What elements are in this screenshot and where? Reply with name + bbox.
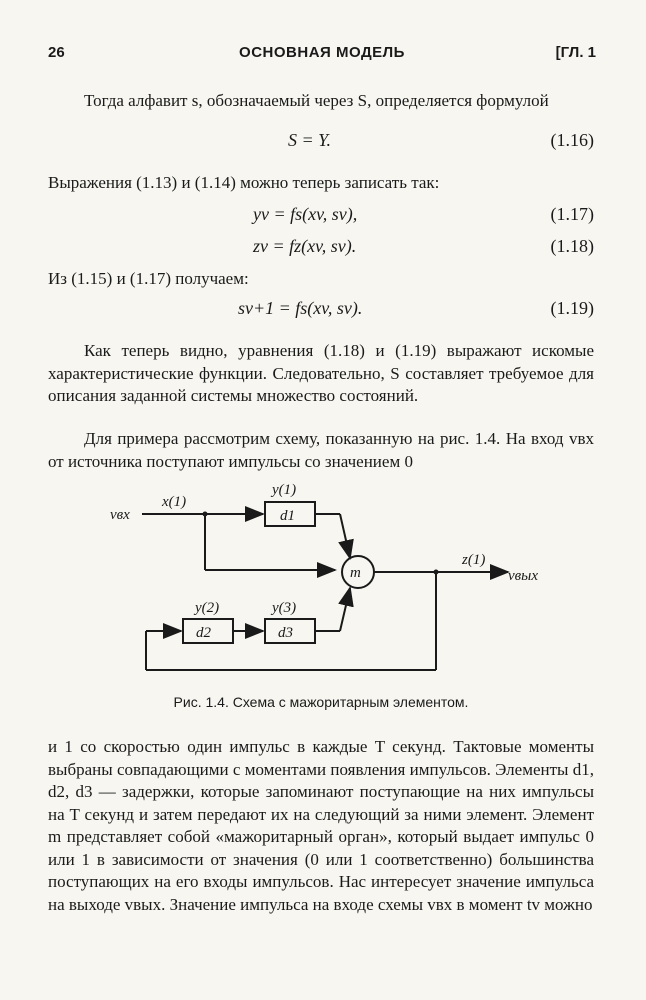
label-y2: y(2) (195, 600, 220, 616)
label-v-out: vвых (508, 568, 538, 584)
equation-formula: yv = fs(xv, sv), (253, 204, 358, 224)
label-y1: y(1) (272, 482, 297, 498)
paragraph-text: Выражения (1.13) и (1.14) можно теперь записать так: (48, 173, 440, 192)
label-y3: y(3) (272, 600, 297, 616)
label-z1: z(1) (462, 552, 486, 568)
label-v-in: vвх (110, 507, 130, 523)
paragraph-4 (48, 340, 594, 408)
label-x1: x(1) (162, 494, 187, 510)
equation-number: (1.17) (550, 204, 594, 224)
paragraph-2 (48, 172, 594, 195)
paragraph-5 (48, 428, 594, 473)
paragraph-text: и 1 со скоростью один импульс в каждые T секунд. Тактовые моменты выбраны совпадающими с моментами появления импульсов. Элементы d1, d2, d3 — задержки, которые запоминают поступающие на них импульсы на T секунд и затем передают их на следующий за ними элемент. Элемент m представляет собой «мажоритарный орган», который выдает импульс 0 или 1 в зависимости от значения (0 или 1 соответственно) большинства поступающих на его входы импульсов. Нас интересует значение импульса на выходе vвых. Значение импульса на входе схемы vвх в момент tv можно (48, 737, 594, 914)
label-d3: d3 (278, 625, 293, 641)
paragraph-text: Для примера рассмотрим схему, показанную на рис. 1.4. На вход vвх от источника поступают импульсы со значением 0 (48, 429, 594, 471)
equation-1-18 (48, 236, 594, 262)
equation-1-19 (48, 298, 594, 324)
junction-dot (203, 512, 208, 517)
page-header (48, 44, 596, 68)
equation-1-16 (48, 130, 594, 156)
paragraph-3 (48, 268, 594, 291)
d3-to-m-wire (340, 588, 350, 631)
d1-to-m-wire (340, 514, 350, 558)
label-d2: d2 (196, 625, 211, 641)
label-d1: d1 (280, 508, 295, 524)
paragraph-1 (48, 90, 594, 113)
equation-number: (1.18) (550, 236, 594, 256)
page-number: 26 (48, 44, 65, 61)
equation-number: (1.19) (550, 298, 594, 318)
equation-1-17 (48, 204, 594, 230)
label-m: m (350, 565, 361, 581)
figure-caption: Рис. 1.4. Схема с мажоритарным элементом. (173, 694, 469, 710)
equation-formula: zv = fz(xv, sv). (253, 236, 357, 256)
equation-formula: sv+1 = fs(xv, sv). (238, 298, 363, 318)
equation-number: (1.16) (550, 130, 594, 150)
chapter-marker: [ГЛ. 1 (555, 44, 596, 61)
paragraph-text: Из (1.15) и (1.17) получаем: (48, 269, 249, 288)
paragraph-text: Тогда алфавит s, обозначаемый через S, определяется формулой (84, 91, 549, 110)
majority-circuit-diagram (100, 476, 560, 686)
paragraph-text: Как теперь видно, уравнения (1.18) и (1.19) выражают искомые характеристические функции. Следовательно, S составляет требуемое для описания заданной системы множество состояний. (48, 341, 594, 405)
paragraph-6 (48, 736, 594, 916)
equation-formula: S = Y. (288, 130, 332, 150)
junction-dot (434, 570, 439, 575)
running-title: ОСНОВНАЯ МОДЕЛЬ (239, 44, 405, 61)
